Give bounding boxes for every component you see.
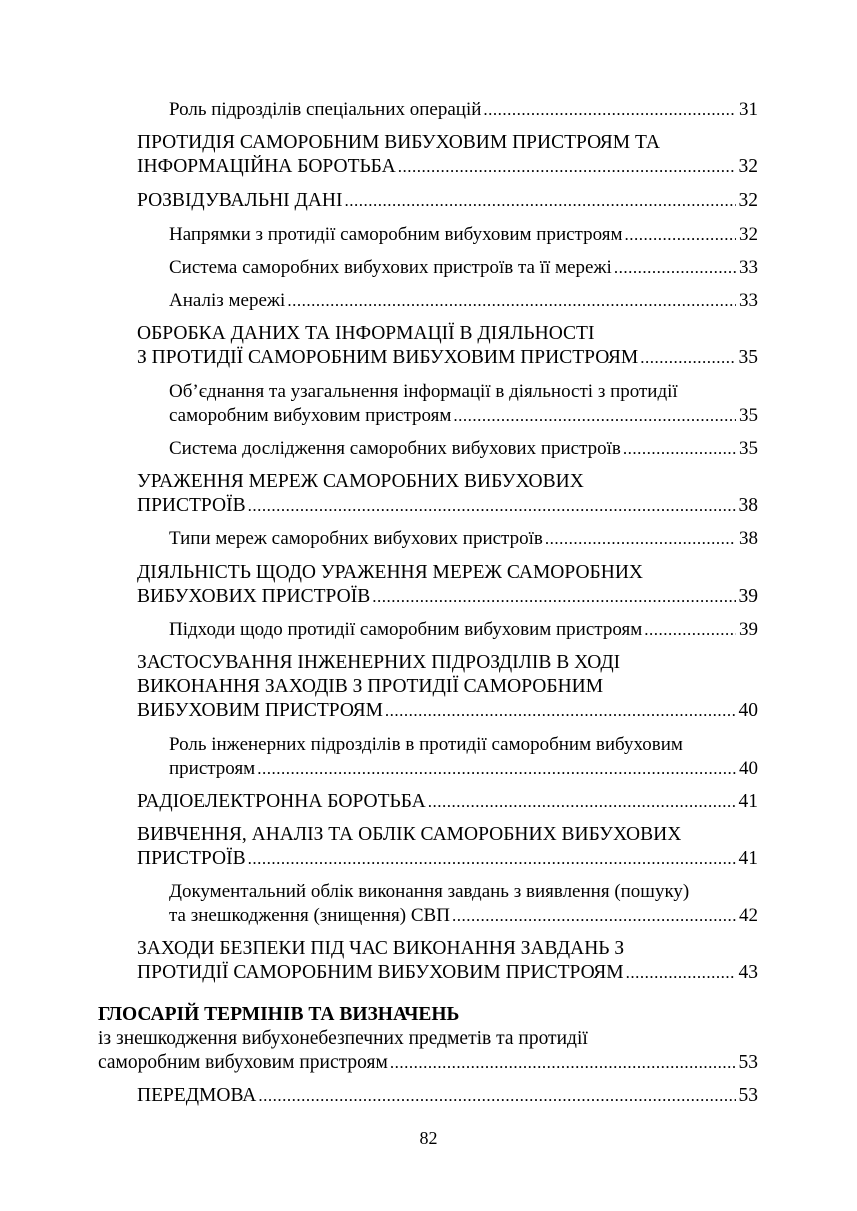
dot-leader xyxy=(640,346,735,370)
toc-entry[interactable] xyxy=(169,98,758,122)
toc-entry[interactable] xyxy=(137,322,758,370)
dot-leader xyxy=(624,223,736,247)
toc-entry-last-line xyxy=(137,790,758,814)
toc-entry-title-line: Напрямки з протидії саморобним вибуховим пристроям xyxy=(169,224,623,245)
toc-entry-title-line: ЗАСТОСУВАННЯ ІНЖЕНЕРНИХ ПІДРОЗДІЛІВ В ХОДІ xyxy=(137,652,621,673)
toc-entry-last-line xyxy=(137,494,758,518)
dot-leader xyxy=(483,98,736,122)
toc-entry-last-line xyxy=(137,346,758,370)
toc-entry-title-line: РОЗВІДУВАЛЬНІ ДАНІ xyxy=(137,190,343,211)
toc-entry-title-line: ВИБУХОВИХ ПРИСТРОЇВ xyxy=(137,586,371,607)
dot-leader xyxy=(248,847,736,871)
toc-entry-title-line: ЗАХОДИ БЕЗПЕКИ ПІД ЧАС ВИКОНАННЯ ЗАВДАНЬ З xyxy=(137,938,625,959)
toc-entry-title-line: З ПРОТИДІЇ САМОРОБНИМ ВИБУХОВИМ ПРИСТРОЯМ xyxy=(137,347,639,368)
toc-entry-last-line xyxy=(169,527,758,551)
dot-leader xyxy=(385,699,736,723)
toc-entry-last-line xyxy=(137,847,758,871)
toc-entry-last-line xyxy=(137,1084,758,1108)
toc-page-number: 40 xyxy=(739,758,758,779)
toc-entry-title-line: Роль підрозділів спеціальних операцій xyxy=(169,99,482,120)
dot-leader xyxy=(626,961,736,985)
toc-entry[interactable] xyxy=(137,189,758,213)
toc-entry-last-line xyxy=(169,289,758,313)
toc-page-number: 41 xyxy=(738,791,758,812)
toc-entry[interactable] xyxy=(169,527,758,551)
dot-leader xyxy=(453,404,736,428)
toc-entry[interactable] xyxy=(137,651,758,723)
toc-entry-last-line xyxy=(137,699,758,723)
toc-entry[interactable] xyxy=(137,470,758,518)
toc-page-number: 32 xyxy=(738,156,758,177)
toc-entry-last-line xyxy=(137,155,758,179)
toc-entry-last-line xyxy=(169,98,758,122)
dot-leader xyxy=(614,256,736,280)
toc-entry-title-line: ОБРОБКА ДАНИХ ТА ІНФОРМАЦІЇ В ДІЯЛЬНОСТІ xyxy=(137,323,595,344)
toc-entry-last-line xyxy=(137,585,758,609)
toc-entry-title-line: ПРОТИДІЯ САМОРОБНИМ ВИБУХОВИМ ПРИСТРОЯМ ТА xyxy=(137,132,661,153)
toc-entry-title-line: Типи мереж саморобних вибухових пристроїв xyxy=(169,528,543,549)
toc-entry[interactable] xyxy=(137,937,758,985)
toc-entry[interactable] xyxy=(169,289,758,313)
toc-entry-title-line: Система дослідження саморобних вибухових пристроїв xyxy=(169,438,621,459)
dot-leader xyxy=(258,1084,735,1108)
toc-entry-title-line: та знешкодження (знищення) СВП xyxy=(169,905,450,926)
dot-leader xyxy=(398,155,736,179)
toc-page-number: 35 xyxy=(739,438,758,459)
toc-entry-title-line: Об’єднання та узагальнення інформації в діяльності з протидії xyxy=(169,381,678,402)
toc-entry-last-line xyxy=(137,189,758,213)
toc-page-number: 53 xyxy=(738,1052,758,1073)
toc-entry-last-line xyxy=(169,904,758,928)
toc-entry-title-line: ВИКОНАННЯ ЗАХОДІВ З ПРОТИДІЇ САМОРОБНИМ xyxy=(137,676,604,697)
toc-entry-title-line: ПРОТИДІЇ САМОРОБНИМ ВИБУХОВИМ ПРИСТРОЯМ xyxy=(137,962,624,983)
toc-section-heading: ГЛОСАРІЙ ТЕРМІНІВ ТА ВИЗНАЧЕНЬ xyxy=(98,1004,460,1025)
dot-leader xyxy=(257,757,736,781)
toc-page-number: 38 xyxy=(739,528,758,549)
dot-leader xyxy=(344,189,735,213)
toc-entry[interactable] xyxy=(137,131,758,179)
toc-entry-last-line xyxy=(169,223,758,247)
toc-entry-title-line: ВИБУХОВИМ ПРИСТРОЯМ xyxy=(137,700,383,721)
dot-leader xyxy=(644,618,736,642)
toc-page-number: 39 xyxy=(738,586,758,607)
dot-leader xyxy=(390,1051,736,1075)
toc-page-number: 35 xyxy=(738,347,758,368)
toc-entry[interactable] xyxy=(98,1003,758,1075)
toc-page-number: 38 xyxy=(738,495,758,516)
toc-entry-title-line: із знешкодження вибухонебезпечних предметів та протидії xyxy=(98,1028,588,1049)
toc-entry-last-line xyxy=(169,404,758,428)
dot-leader xyxy=(372,585,735,609)
toc-page-number: 31 xyxy=(739,99,758,120)
toc-entry-last-line xyxy=(169,437,758,461)
toc-entry-title-line: ІНФОРМАЦІЙНА БОРОТЬБА xyxy=(137,156,396,177)
toc-entry-last-line xyxy=(98,1051,758,1075)
toc-entry-last-line xyxy=(169,256,758,280)
toc-entry[interactable] xyxy=(169,880,758,928)
toc-page-number: 41 xyxy=(738,848,758,869)
toc-entry[interactable] xyxy=(169,618,758,642)
toc-page-number: 33 xyxy=(739,290,758,311)
toc-entry[interactable] xyxy=(169,380,758,428)
toc-entry[interactable] xyxy=(137,790,758,814)
toc-entry-last-line xyxy=(137,961,758,985)
toc-entry[interactable] xyxy=(137,561,758,609)
toc-entry-title-line: ПЕРЕДМОВА xyxy=(137,1085,257,1106)
toc-entry[interactable] xyxy=(137,823,758,871)
toc-entry-title-line: ПРИСТРОЇВ xyxy=(137,848,246,869)
toc-page-number: 35 xyxy=(739,405,758,426)
toc-page-number: 39 xyxy=(739,619,758,640)
page-number: 82 xyxy=(419,1128,438,1148)
toc-entry-title-line: саморобним вибуховим пристроям xyxy=(169,405,452,426)
toc-page-number: 33 xyxy=(739,257,758,278)
toc-page-number: 43 xyxy=(738,962,758,983)
toc-entry-title-line: РАДІОЕЛЕКТРОННА БОРОТЬБА xyxy=(137,791,426,812)
dot-leader xyxy=(248,494,736,518)
toc-entry-title-line: ПРИСТРОЇВ xyxy=(137,495,246,516)
toc-page-number: 53 xyxy=(738,1085,758,1106)
dot-leader xyxy=(452,904,736,928)
toc-entry-title-line: Документальний облік виконання завдань з виявлення (пошуку) xyxy=(169,881,690,902)
toc-entry-title-line: Підходи щодо протидії саморобним вибуховим пристроям xyxy=(169,619,643,640)
dot-leader xyxy=(545,527,736,551)
dot-leader xyxy=(287,289,736,313)
toc-entry-title-line: саморобним вибуховим пристроям xyxy=(98,1052,388,1073)
toc-entry-title-line: Аналіз мережі xyxy=(169,290,286,311)
toc-page-number: 40 xyxy=(738,700,758,721)
toc-entry[interactable] xyxy=(169,223,758,247)
toc-entry-title-line: УРАЖЕННЯ МЕРЕЖ САМОРОБНИХ ВИБУХОВИХ xyxy=(137,471,584,492)
dot-leader xyxy=(428,790,736,814)
toc-entry-last-line xyxy=(169,757,758,781)
toc-entry-last-line xyxy=(169,618,758,642)
toc-page-number: 32 xyxy=(739,224,758,245)
dot-leader xyxy=(623,437,736,461)
toc-entry-title-line: Система саморобних вибухових пристроїв та її мережі xyxy=(169,257,612,278)
toc-page-number: 42 xyxy=(739,905,758,926)
toc-entry[interactable] xyxy=(169,733,758,781)
toc-entry[interactable] xyxy=(169,256,758,280)
toc-entry-title-line: ВИВЧЕННЯ, АНАЛІЗ ТА ОБЛІК САМОРОБНИХ ВИБУХОВИХ xyxy=(137,824,682,845)
toc-entry-title-line: ДІЯЛЬНІСТЬ ЩОДО УРАЖЕННЯ МЕРЕЖ САМОРОБНИХ xyxy=(137,562,644,583)
toc-page-number: 32 xyxy=(738,190,758,211)
toc-entry-title-line: пристроям xyxy=(169,758,256,779)
toc-entry[interactable] xyxy=(137,1084,758,1108)
toc-entry-title-line: Роль інженерних підрозділів в протидії саморобним вибуховим xyxy=(169,734,683,755)
toc-entry[interactable] xyxy=(169,437,758,461)
